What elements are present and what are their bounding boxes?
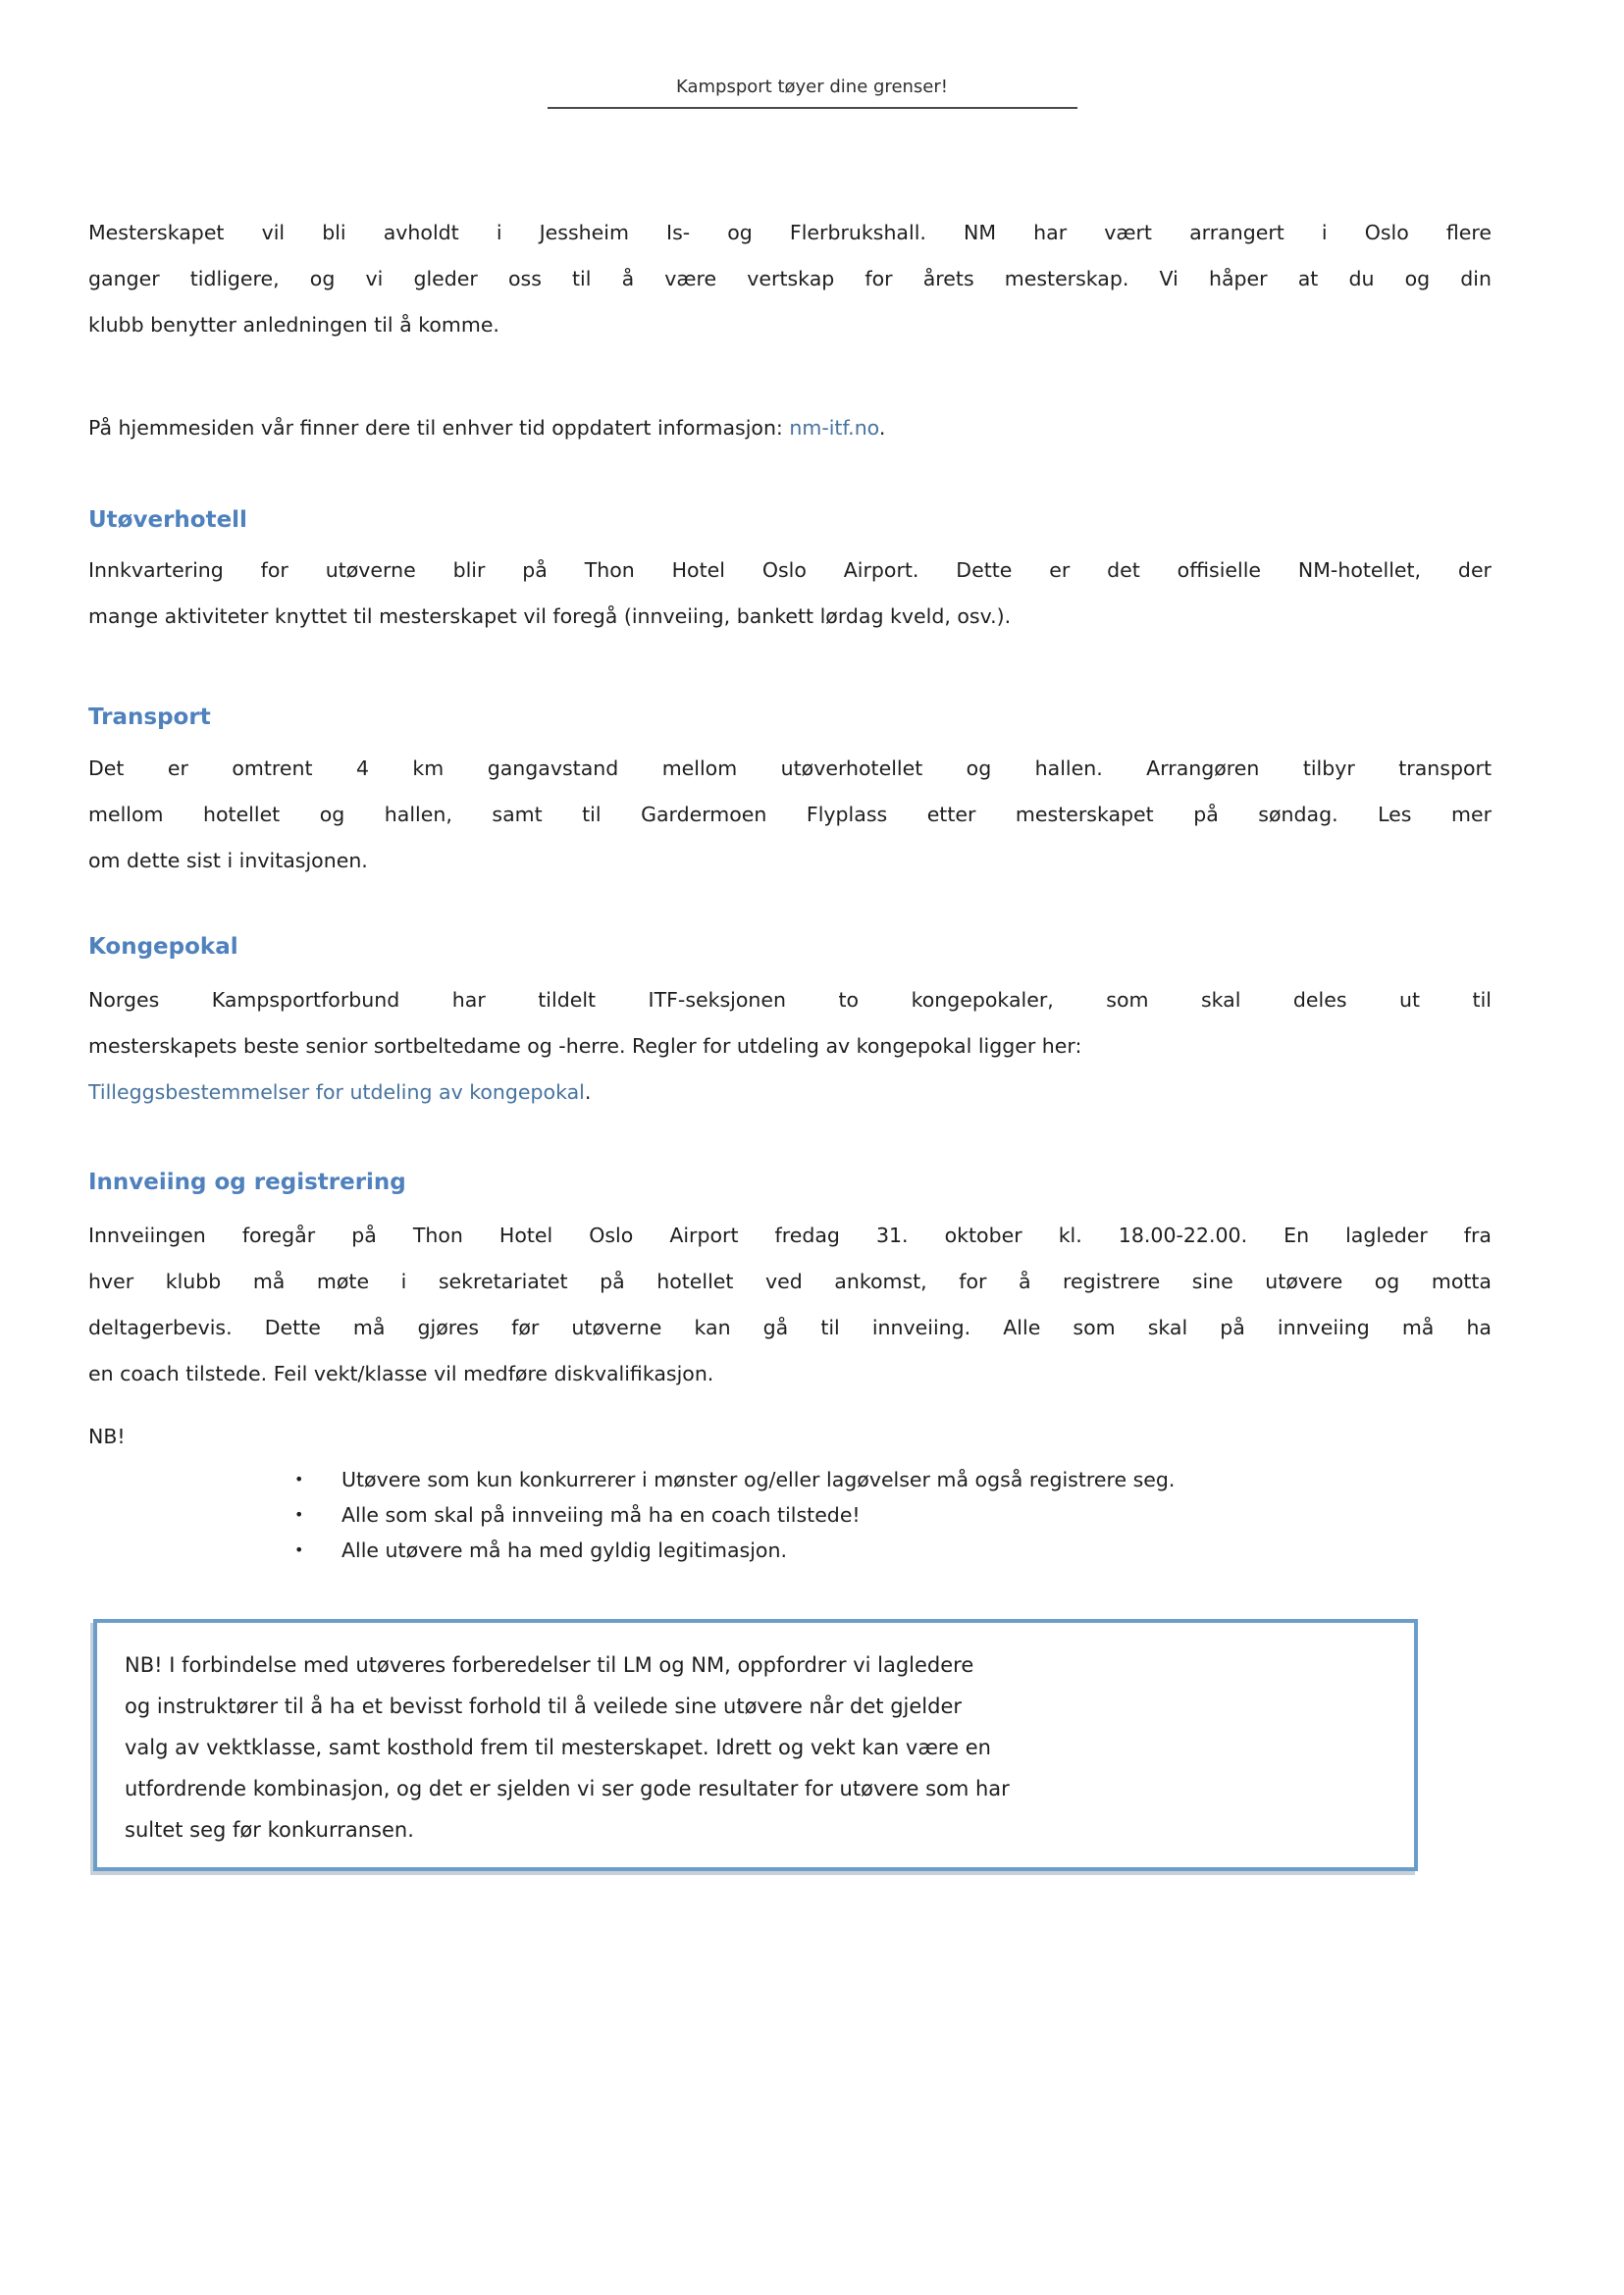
kongepokal-paragraph [88,977,1492,1116]
heading-utoverhotell: Utøverhotell [88,507,247,533]
bullet-icon: • [294,1505,304,1524]
text-line: en coach tilstede. Feil vekt/klasse vil medføre diskvalifikasjon. [88,1362,714,1385]
innveiing-paragraph [88,1213,1492,1397]
text-line: hver klubb må møte i sekretariatet på hotellet ved ankomst, for å registrere sine utøvere og motta [88,1270,1492,1293]
transport-paragraph [88,746,1492,884]
heading-kongepokal: Kongepokal [88,934,238,960]
bullet-text: Utøvere som kun konkurrerer i mønster og/eller lagøvelser må også registrere seg. [341,1468,1176,1491]
kongepokal-lines [88,977,1492,1069]
text-line: og instruktører til å ha et bevisst forhold til å veilede sine utøvere når det gjelder [125,1695,962,1718]
bullet-text: Alle utøvere må ha med gyldig legitimasjon. [341,1539,787,1562]
bullet-icon: • [294,1540,304,1559]
list-item [294,1533,1492,1568]
kongepokal-link-line [88,1069,1492,1116]
list-item [294,1462,1492,1497]
document-header [0,0,1624,109]
text-line: NB! I forbindelse med utøveres forberedelser til LM og NM, oppfordrer vi lagledere [125,1653,974,1677]
homepage-period: . [878,416,886,440]
text-line: deltagerbevis. Dette må gjøres før utøverne kan gå til innveiing. Alle som skal på innveiing må ha [88,1316,1492,1339]
text-line: mange aktiviteter knyttet til mesterskapet vil foregå (innveiing, bankett lørdag kveld, osv.). [88,604,1012,628]
text-line: Innveiingen foregår på Thon Hotel Oslo Airport fredag 31. oktober kl. 18.00-22.00. En lagleder fra [88,1224,1492,1247]
text-line: valg av vektklasse, samt kosthold frem til mesterskapet. Idrett og vekt kan være en [125,1736,991,1759]
heading-innveiing: Innveiing og registrering [88,1170,406,1195]
text-line: sultet seg før konkurransen. [125,1818,414,1842]
text-line: utfordrende kombinasjon, og det er sjelden vi ser gode resultater for utøvere som har [125,1777,1010,1800]
text-line: Det er omtrent 4 km gangavstand mellom utøverhotellet og hallen. Arrangøren tilbyr transport [88,756,1492,780]
intro-paragraph [88,210,1492,348]
header-underline-rule [548,107,1077,109]
text-line: Innkvartering for utøverne blir på Thon Hotel Oslo Airport. Dette er det offisielle NM-hotellet, der [88,558,1492,582]
text-line: mesterskapets beste senior sortbeltedame og -herre. Regler for utdeling av kongepokal ligger her: [88,1034,1082,1058]
document-body [0,210,1492,1871]
heading-transport: Transport [88,704,211,730]
text-line: mellom hotellet og hallen, samt til Gardermoen Flyplass etter mesterskapet på søndag. Les mer [88,803,1492,826]
kongepokal-link-period: . [584,1080,592,1104]
bullet-text: Alle som skal på innveiing må ha en coach tilstede! [341,1503,861,1527]
text-line: ganger tidligere, og vi gleder oss til å være vertskap for årets mesterskap. Vi håper at du og din [88,267,1492,290]
kongepokal-rules-link[interactable]: Tilleggsbestemmelser for utdeling av kongepokal [88,1080,585,1104]
nb-label: NB! [88,1425,126,1448]
nm-itf-link[interactable]: nm-itf.no [789,416,879,440]
hotel-paragraph [88,548,1492,640]
text-line: Norges Kampsportforbund har tildelt ITF-seksjonen to kongepokaler, som skal deles ut til [88,988,1492,1012]
text-line: om dette sist i invitasjonen. [88,849,368,872]
homepage-paragraph [88,405,1492,451]
notice-box-text [125,1644,1277,1851]
homepage-text: På hjemmesiden vår finner dere til enhver tid oppdatert informasjon: [88,416,790,440]
list-item [294,1497,1492,1533]
header-tagline: Kampsport tøyer dine grenser! [675,77,948,97]
text-line: Mesterskapet vil bli avholdt i Jessheim Is- og Flerbrukshall. NM har vært arrangert i Oslo flere [88,221,1492,244]
bullet-icon: • [294,1470,304,1488]
text-line: klubb benytter anledningen til å komme. [88,313,499,337]
nb-bullet-list [88,1462,1492,1568]
nb-notice-box [93,1619,1418,1871]
